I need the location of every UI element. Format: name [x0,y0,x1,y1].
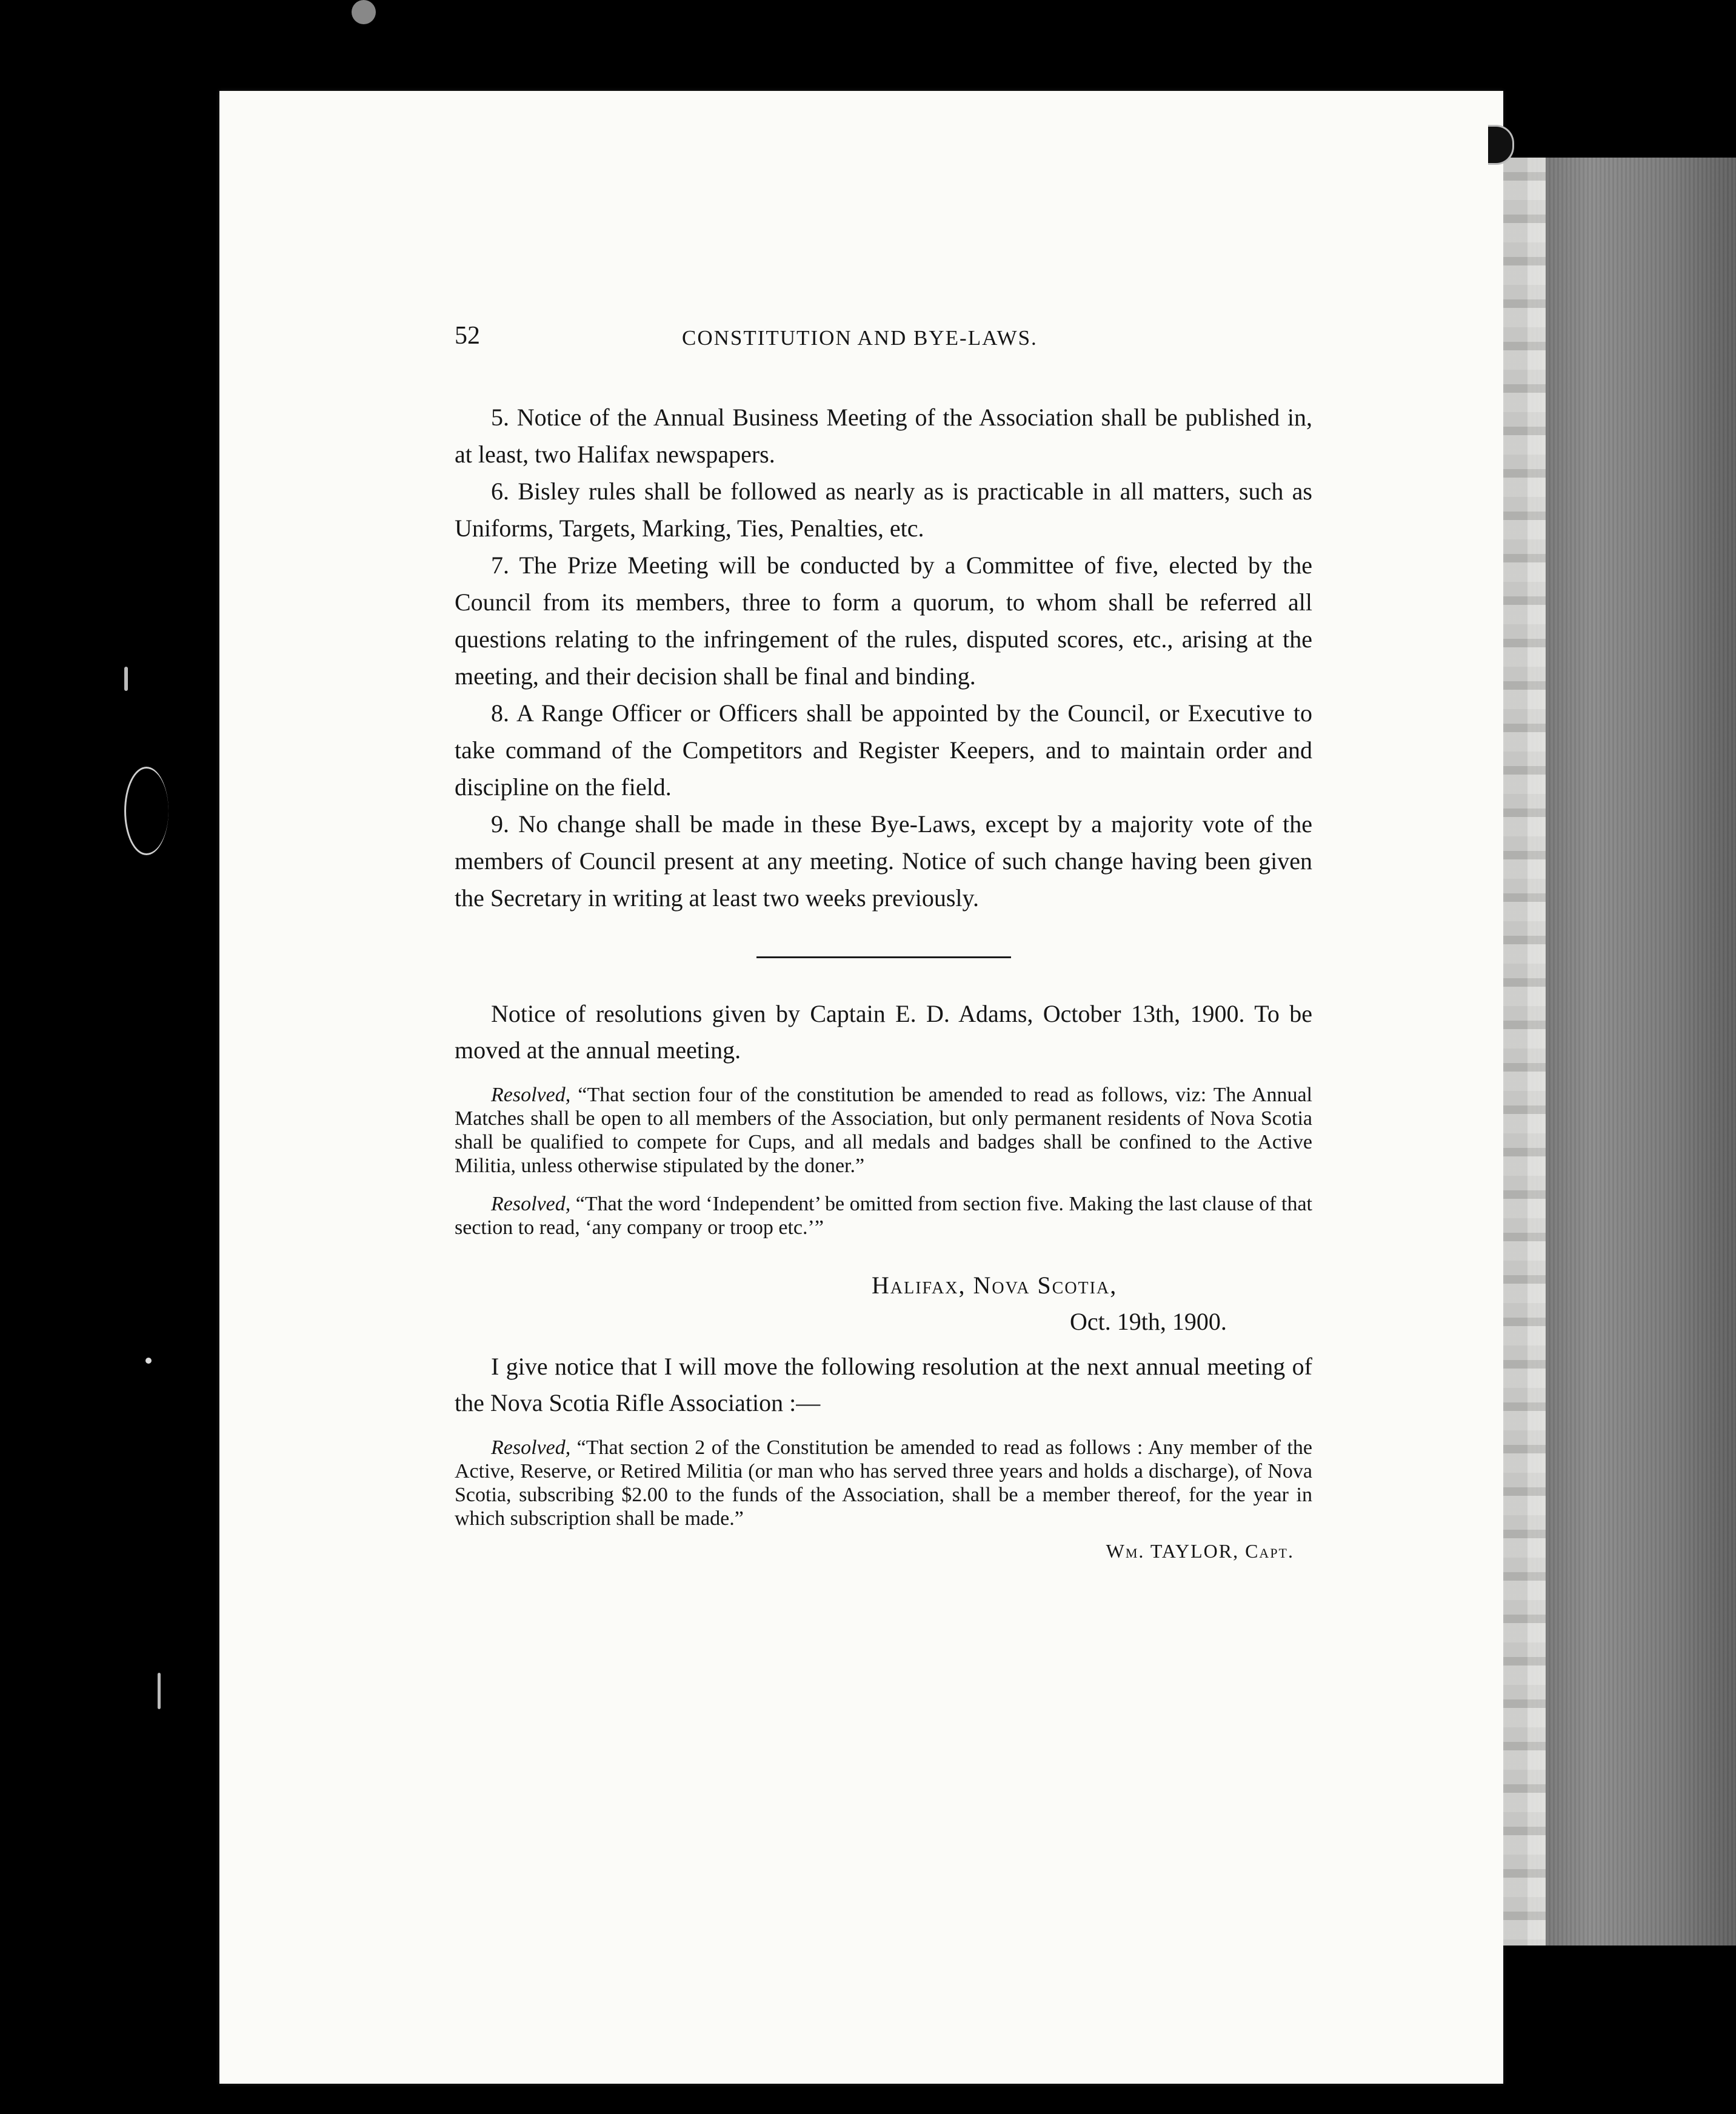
rule-paragraph [455,805,1312,916]
signature: Wm. TAYLOR, Capt. [1106,1540,1294,1562]
resolution-paragraph [455,1083,1312,1178]
resolution-text: “That section four of the constitution be amended to read as follows, viz: The Annual Matches shall be open to all members of the Association, but only permanent residents of Nova Scotia shall be qualified to compete for Cups, and all medals and badges shall be confined to the Active Militia, unless otherwise stipulated by the doner.” [455,1084,1312,1177]
rule-paragraph [455,695,1312,805]
rule-text: No change shall be made in these Bye-Laws, except by a majority vote of the members of Council present at any meeting. Notice of such change having been given the Secretary in writing at least two weeks previously. [455,810,1313,912]
rule-paragraph [455,547,1312,695]
rule-paragraph [455,399,1312,473]
resolution-text: “That the word ‘Independent’ be omitted from section five. Making the last clause of that section to read, ‘any company or troop etc.’” [455,1193,1312,1239]
resolution-paragraph [455,1192,1312,1239]
section-divider [756,956,1011,958]
scan-artifact [145,1358,152,1364]
adjacent-page-edge [1527,158,1736,1946]
scan-artifact [124,667,128,691]
rule-text: Bisley rules shall be followed as nearly as is practicable in all matters, such as Uniforms, Targets, Marking, Ties, Penalties, etc. [455,478,1312,542]
page-number: 52 [455,322,480,350]
running-head [455,321,1312,364]
scan-artifact [158,1673,161,1709]
resolution-paragraph [455,1436,1312,1530]
rule-text: Notice of the Annual Business Meeting of the Association shall be published in, at least, two Halifax newspapers. [455,404,1312,468]
dateline-place: Halifax, Nova Scotia, [872,1272,1118,1299]
page-fore-edge [1503,158,1546,1946]
resolution-text: “That section 2 of the Constitution be amended to read as follows : Any member of the Active, Reserve, or Retired Militia (or man who has served three years and holds a discharge), of Nova Scotia, subscribing $2.00 to the funds of the Association, shall be a member thereof, for the year in which subscription shall be made.” [455,1436,1312,1530]
taylor-notice-intro: I give notice that I will move the following resolution at the next annual meeting of the Nova Scotia Rifle Association :— [455,1353,1312,1416]
scan-artifact [352,0,376,24]
resolved-label: Resolved, [491,1193,571,1215]
rule-paragraph [455,473,1312,547]
resolved-label: Resolved, [491,1084,571,1106]
dateline [455,1267,1312,1340]
bye-laws-rules [455,399,1312,916]
dateline-date: Oct. 19th, 1900. [1070,1308,1227,1335]
rule-number: 7. [491,552,509,579]
resolved-label: Resolved, [491,1436,571,1459]
page-content [455,321,1312,1562]
rule-number: 6. [491,478,509,505]
rule-number: 8. [491,699,509,727]
adams-notice-intro: Notice of resolutions given by Captain E. D. Adams, October 13th, 1900. To be moved at the annual meeting. [455,1000,1312,1064]
rule-number: 5. [491,404,509,431]
rule-number: 9. [491,810,509,838]
rule-text: A Range Officer or Officers shall be appointed by the Council, or Executive to take command of the Competitors and Register Keepers, and to maintain order and discipline on the field. [455,699,1312,801]
page-header-title: CONSTITUTION AND BYE-LAWS. [682,326,1038,350]
rule-text: The Prize Meeting will be conducted by a Committee of five, elected by the Council from its members, three to form a quorum, to whom shall be referred all questions relating to the infringement of the rules, disputed scores, etc., arising at the meeting, and their decision shall be final and binding. [455,552,1313,690]
scan-artifact [124,767,169,855]
